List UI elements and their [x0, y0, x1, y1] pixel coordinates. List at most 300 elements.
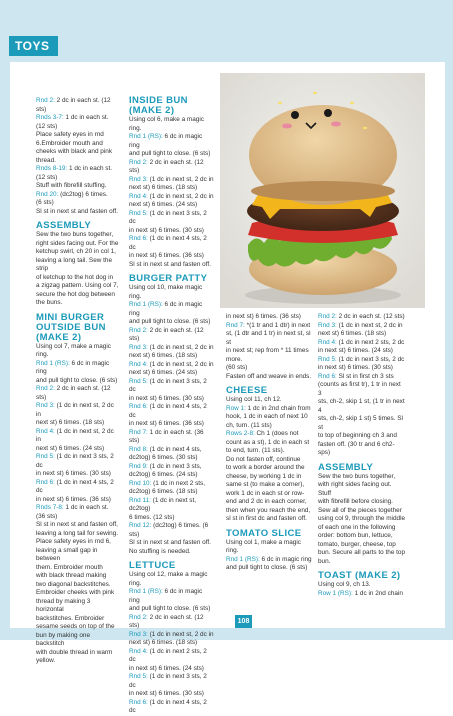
text-line	[226, 456, 312, 465]
text-line	[36, 572, 119, 581]
line-text: leaving a small gap in between	[36, 546, 98, 562]
line-text: in next st) 6 times. (30 sts)	[36, 470, 111, 477]
text-line	[36, 299, 119, 308]
section-tag: TOYS	[9, 36, 58, 56]
line-text: and pull tight to close. (6 sts)	[129, 605, 211, 612]
text-line	[318, 373, 406, 382]
text-line	[36, 453, 119, 470]
round-label: Rnd 6:	[129, 403, 148, 410]
text-line	[318, 481, 406, 498]
line-text: Ch 1 (does not	[254, 430, 299, 437]
line-text: next st) 6 times. (24 sts)	[129, 201, 198, 208]
text-line	[36, 419, 119, 428]
line-text: next st) 6 times. (18 sts)	[129, 639, 198, 646]
burger-photo	[220, 73, 425, 308]
text-line	[226, 507, 312, 516]
text-line	[36, 564, 119, 573]
line-text: in next st) 6 times. (36 sts)	[129, 252, 204, 259]
line-text: 2 dc in each st. (12 sts)	[129, 158, 204, 174]
text-line	[129, 184, 214, 193]
line-text: Sl st in next st and fasten off.	[129, 539, 211, 546]
text-line	[129, 159, 214, 176]
line-text: (1 dc in next 3 sts, 2 dc	[129, 377, 207, 393]
text-line	[226, 322, 312, 331]
text-line	[129, 580, 214, 589]
round-label: Rnd 6:	[129, 698, 148, 706]
line-text: 6 dc in magic ring	[129, 588, 203, 604]
text-line	[36, 191, 119, 200]
text-line	[36, 114, 119, 123]
line-text: dc2tog) 6 times. (30 sts)	[129, 454, 198, 461]
text-column-2	[129, 96, 214, 716]
left-eye	[291, 111, 299, 119]
round-label: Rnd 3:	[318, 321, 337, 329]
text-line	[318, 313, 406, 322]
text-line	[36, 248, 119, 257]
line-text: leaving a long tail for sewing.	[36, 529, 119, 537]
text-line	[36, 291, 119, 300]
text-line	[226, 364, 312, 373]
text-line	[226, 413, 312, 422]
text-line	[129, 605, 214, 614]
text-line	[36, 530, 119, 539]
line-text: (12 sts)	[36, 173, 58, 181]
text-line	[129, 497, 214, 514]
line-text: and pull tight to close. (6 sts)	[129, 150, 211, 157]
line-text: with black thread making	[36, 572, 107, 579]
text-line	[318, 356, 406, 365]
line-text: (60 sts)	[226, 364, 248, 371]
text-line	[129, 261, 214, 270]
line-text: thread by making 3 horizontal	[36, 597, 91, 613]
text-line	[318, 541, 406, 550]
text-line	[129, 514, 214, 523]
page-number: 108	[235, 615, 252, 628]
line-text: and pull tight to close. (6 sts)	[36, 376, 118, 384]
section-heading	[36, 333, 119, 343]
line-text: Using col 1, make a magic ring.	[226, 538, 301, 554]
line-text: to top of beginning ch 3 and	[318, 432, 397, 439]
line-text: sts, ch-2, skip 1 st, (1 tr in next 4	[318, 398, 405, 414]
line-text: (1 dc in next 4 sts, 2 dc	[36, 478, 114, 494]
text-line	[36, 199, 119, 208]
line-text: bun. Secure all parts to the top	[318, 549, 406, 556]
text-line	[129, 665, 214, 674]
line-text: Using col 10, make magic ring.	[129, 284, 203, 300]
text-line	[226, 396, 312, 405]
line-text: (12 sts)	[36, 122, 58, 130]
text-line	[36, 240, 119, 249]
round-label: Rnd 6:	[36, 478, 55, 486]
line-text: 1 dc in 2nd chain	[352, 589, 403, 597]
text-line	[129, 284, 214, 301]
line-text: Place safety eyes in rnd	[36, 131, 104, 138]
line-text: secure the hot dog between	[36, 290, 115, 298]
text-column-4	[318, 313, 406, 598]
text-line	[129, 133, 214, 150]
line-text: ch, turn. (11 sts)	[226, 421, 272, 429]
line-text: the buns.	[36, 299, 63, 306]
line-text: then when you reach the end,	[226, 506, 311, 514]
line-text: next st) 6 times. (18 sts)	[36, 419, 105, 426]
line-text: (1 dc in next st, 2 dc in	[147, 175, 214, 183]
line-text: dc2tog) 6 times. (24 sts)	[129, 471, 198, 478]
round-label: Rnd 5:	[129, 673, 148, 680]
text-line	[129, 690, 214, 699]
line-text: 2 dc in each st. (12 sts)	[129, 326, 204, 342]
line-text: 1 dc in each st.	[67, 165, 113, 172]
round-label: Rnd 6:	[318, 372, 337, 380]
text-line	[129, 446, 214, 455]
line-text: tomato, burger, cheese, top	[318, 540, 396, 548]
text-line	[36, 140, 119, 149]
text-line	[36, 165, 119, 174]
line-text: TOAST (MAKE 2)	[318, 570, 401, 581]
text-line	[36, 632, 119, 649]
line-text: 6 times. (12 sts)	[129, 513, 175, 521]
line-text: 2 dc in each st. (12 sts)	[336, 313, 405, 320]
section-heading	[318, 463, 406, 473]
text-line	[36, 428, 119, 445]
round-label: Rnd 8:	[129, 445, 148, 453]
text-line	[318, 515, 406, 524]
text-line	[36, 657, 119, 666]
text-line	[36, 182, 119, 191]
line-text: Sew all of the pieces together	[318, 506, 402, 514]
text-line	[129, 699, 214, 716]
round-label: Rnd 6:	[129, 235, 148, 242]
line-text: in next st) 6 times. (30 sts)	[129, 394, 204, 402]
text-line	[36, 208, 119, 217]
round-label: Rnd 2:	[318, 313, 337, 320]
text-line	[226, 498, 312, 507]
text-line	[226, 313, 312, 322]
text-line	[36, 521, 119, 530]
line-text: fasten off. (30 tr and 6 ch2-sps)	[318, 440, 395, 456]
line-text: Sl st in first ch 3 sts	[336, 372, 394, 380]
line-text: 2 dc in each st. (12 sts)	[36, 97, 111, 113]
text-line	[226, 373, 312, 382]
section-heading	[129, 106, 214, 116]
line-text: in next st) 6 times. (30 sts)	[129, 690, 204, 697]
line-text: (1 dc in next st, 2 dc in	[147, 343, 214, 351]
line-text: right sides facing out. For the	[36, 239, 119, 247]
line-text: order: bottom bun, lettuce,	[318, 532, 393, 539]
line-text: end and 2 dc in each corner,	[226, 498, 307, 505]
text-line	[226, 447, 312, 456]
line-text: in next st) 6 times. (36 sts)	[36, 495, 111, 503]
line-text: same st (to make a corner),	[226, 481, 305, 488]
round-label: Rnd 1 (RS):	[36, 359, 70, 367]
text-line	[318, 581, 406, 590]
text-line	[226, 473, 312, 482]
line-text: (1 dc in next 4 sts, 2 dc	[129, 403, 207, 419]
text-line	[226, 564, 312, 573]
text-line	[318, 590, 406, 599]
round-label: Rnd 1 (RS):	[129, 301, 163, 308]
text-line	[36, 123, 119, 132]
right-eye	[324, 109, 332, 117]
text-column-1	[36, 97, 119, 666]
line-text: bun.	[318, 557, 331, 565]
line-text: them. Embroider mouth	[36, 563, 103, 571]
line-text: LETTUCE	[129, 560, 176, 571]
round-label: Rnd 20:	[36, 190, 59, 198]
line-text: (dc2tog) 6 times. (6 sts)	[129, 522, 209, 538]
text-line	[226, 405, 312, 414]
text-line	[129, 631, 214, 640]
line-text: (1 dc in next 4 sts,	[147, 445, 202, 453]
text-line	[129, 227, 214, 236]
round-label: Rnd 5:	[36, 453, 55, 460]
line-text: (MAKE 2)	[129, 105, 175, 116]
text-line	[36, 257, 119, 274]
line-text: Embroider cheeks with pink	[36, 589, 115, 596]
text-line	[318, 381, 406, 398]
text-line	[129, 361, 214, 370]
text-line	[36, 504, 119, 513]
round-label: Rnd 4:	[36, 427, 55, 435]
text-line	[36, 496, 119, 505]
text-line	[129, 403, 214, 420]
line-text: (1 dc in next st, 2 dc in	[336, 321, 403, 329]
line-text: Sl st in next st and fasten off.	[129, 260, 211, 268]
line-text: sesame seeds on top of the	[36, 623, 115, 630]
line-text: 1 dc in each st.	[63, 504, 109, 511]
line-text: cheeks with black and pink	[36, 148, 113, 155]
line-text: 2 dc in each st. (12 sts)	[36, 385, 111, 401]
line-text: two diagonal backstitches.	[36, 580, 111, 588]
line-text: Sl st in next st and fasten off.	[36, 207, 118, 215]
line-text: (1 dc in next 3 sts, 2 dc	[336, 355, 405, 363]
line-text: (1 dc in next st, 2 dc in	[147, 192, 214, 200]
text-line	[36, 343, 119, 360]
line-text: (MAKE 2)	[36, 331, 82, 343]
text-line	[226, 422, 312, 431]
line-text: a zigzag pattern. Using col 7,	[36, 282, 119, 289]
line-text: of each one in the following	[318, 523, 396, 531]
section-heading	[36, 221, 119, 231]
text-line	[129, 176, 214, 185]
line-text: with right sides facing out. Stuff	[318, 481, 392, 497]
text-line	[129, 463, 214, 472]
text-line	[318, 415, 406, 432]
round-label: Rnd 4:	[129, 360, 148, 368]
round-label: Rnd 3:	[129, 343, 148, 351]
text-line	[226, 356, 312, 365]
line-text: (1 dc in next st, 2 dc in	[36, 427, 114, 443]
line-text: dc2tog) 6 times. (18 sts)	[129, 488, 198, 495]
line-text: 2 dc in each st. (12 sts)	[129, 613, 204, 629]
round-label: Row 1 (RS):	[318, 589, 353, 597]
text-line	[129, 429, 214, 446]
line-text: leaving a long tail. Sew the strip	[36, 256, 113, 272]
text-line	[36, 231, 119, 240]
section-heading	[129, 561, 214, 571]
text-line	[129, 454, 214, 463]
round-label: Rnd 7:	[226, 321, 245, 329]
text-line	[129, 301, 214, 318]
line-text: in next st) 6 times. (24 sts)	[318, 347, 393, 354]
round-label: Row 1:	[226, 404, 246, 412]
line-text: 1 dc in each st.	[63, 114, 109, 121]
text-line	[226, 330, 312, 347]
line-text: Using col 9, ch 13.	[318, 581, 371, 588]
text-line	[318, 330, 406, 339]
text-line	[36, 445, 119, 454]
line-text: with double thread in warm	[36, 648, 113, 656]
line-text: in next st) 6 times. (30 sts)	[129, 226, 204, 234]
text-line	[129, 548, 214, 557]
line-text: in next st) 6 times. (36 sts)	[129, 420, 204, 427]
text-line	[318, 524, 406, 533]
round-label: Rnd 2:	[129, 326, 148, 334]
text-line	[129, 588, 214, 605]
text-line	[318, 532, 406, 541]
line-text: ketchup swirl, ch 20 in col 1,	[36, 248, 116, 255]
line-text: *(1 tr and 1 dtr) in next	[244, 321, 311, 329]
line-text: (dc2tog) 6 times.	[58, 190, 108, 198]
line-text: next st) 6 times. (18 sts)	[129, 184, 198, 191]
line-text: Do not fasten off, continue	[226, 455, 301, 463]
line-text: (1 dc in next 3 sts, 2 dc	[129, 673, 207, 689]
round-label: Rnd 1 (RS):	[226, 555, 260, 563]
text-line	[226, 556, 312, 565]
line-text: thread.	[36, 156, 56, 164]
section-heading	[226, 529, 312, 539]
text-line	[36, 360, 119, 377]
line-text: yellow.	[36, 657, 56, 664]
round-label: Rnd 9:	[129, 462, 148, 470]
line-text: in next st) 6 times. (36 sts)	[226, 313, 301, 320]
text-line	[129, 378, 214, 395]
text-line	[36, 589, 119, 598]
text-line	[36, 623, 119, 632]
text-line	[318, 364, 406, 373]
line-text: using col 9, through the middle	[318, 515, 406, 522]
text-line	[36, 377, 119, 386]
line-text: (1 dc in next 3 sts, 2 dc	[129, 209, 207, 225]
text-line	[226, 539, 312, 556]
round-label: Rnd 1 (RS):	[129, 133, 163, 140]
line-text: 6 dc in magic ring	[259, 555, 312, 563]
line-text: (1 dc in next 3 sts,	[147, 462, 202, 470]
text-line	[129, 369, 214, 378]
text-line	[129, 395, 214, 404]
text-line	[36, 274, 119, 283]
round-label: Rnd 4:	[129, 647, 148, 655]
text-line	[36, 97, 119, 114]
round-label: Rnd 4:	[129, 192, 148, 200]
text-line	[129, 210, 214, 227]
text-line	[129, 235, 214, 252]
text-line	[129, 614, 214, 631]
text-line	[129, 318, 214, 327]
text-line	[129, 471, 214, 480]
text-line	[129, 352, 214, 361]
line-text: to end, turn. (11 sts).	[226, 447, 285, 454]
text-line	[36, 385, 119, 402]
round-label: Rnd 5:	[318, 355, 337, 363]
line-text: and pull tight to close. (6 sts)	[129, 318, 211, 325]
line-text: (1 dc in next st, 2 dc in	[147, 360, 214, 368]
round-label: Rnd 3:	[36, 402, 55, 409]
line-text: in next st) 6 times. (30 sts)	[318, 364, 393, 371]
line-text: (1 dc in next st, 2 dc in	[36, 402, 114, 418]
text-line	[129, 522, 214, 539]
round-label: Rnd 3:	[129, 630, 148, 638]
text-line	[36, 479, 119, 496]
line-text: 1 dc in 2nd chain from	[245, 404, 311, 412]
line-text: to work a border around the	[226, 464, 305, 471]
round-label: Rnds 3-7:	[36, 114, 64, 121]
text-line	[36, 598, 119, 615]
text-line	[129, 571, 214, 580]
line-text: of ketchup to the hot dog in	[36, 273, 114, 281]
text-line	[226, 490, 312, 499]
line-text: (6 sts)	[36, 199, 54, 206]
line-text: sts, ch-2, skip 1 st) 5 times. Sl st	[318, 415, 403, 431]
line-text: No stuffing is needed.	[129, 547, 191, 555]
line-text: next st) 6 times. (24 sts)	[36, 444, 105, 452]
round-label: Rnds 7-8:	[36, 504, 64, 511]
text-line	[36, 581, 119, 590]
line-text: count as a st), 1 dc in each st	[226, 438, 310, 446]
line-text: bun by making one backstitch	[36, 631, 91, 647]
line-text: cheese, by working 1 dc in	[226, 472, 302, 480]
section-heading	[318, 571, 406, 581]
line-text: (1 dc in next st, 2 dc in	[147, 630, 214, 638]
text-line	[129, 252, 214, 261]
line-text: hook, 1 dc in each of next 10	[226, 413, 308, 420]
text-line	[129, 420, 214, 429]
line-text: Using col 6, make a magic ring.	[129, 116, 204, 132]
line-text: Stuff with fibrefill stuffing.	[36, 182, 107, 189]
line-text: (1 dc in next 4 sts, 2 dc	[129, 235, 207, 251]
text-line	[226, 464, 312, 473]
line-text: ASSEMBLY	[36, 220, 92, 231]
text-line	[36, 538, 119, 547]
line-text: in next st; rep from * 11 times	[226, 347, 309, 354]
line-text: INSIDE BUN	[129, 95, 188, 106]
text-line	[226, 481, 312, 490]
text-line	[129, 150, 214, 159]
text-line	[226, 515, 312, 524]
line-text: Sl st in next st and fasten off,	[36, 521, 118, 528]
round-label: Rnd 4:	[318, 338, 337, 346]
line-text: Fasten off and weave in ends.	[226, 372, 312, 380]
line-text: next st) 6 times. (18 sts)	[129, 352, 198, 359]
line-text: Place safety eyes in rnd 6,	[36, 538, 111, 545]
line-text: Using col 7, make a magic ring.	[36, 342, 111, 358]
text-line	[318, 441, 406, 458]
round-label: Rnd 11:	[129, 496, 151, 504]
line-text: Using col 12, make a magic	[129, 571, 208, 578]
line-text: Sew the two buns together,	[318, 472, 396, 480]
left-cheek	[282, 124, 292, 129]
text-line	[318, 432, 406, 441]
line-text: 6.Embroider mouth and	[36, 139, 103, 147]
section-heading	[226, 386, 312, 396]
line-text: MINI BURGER	[36, 311, 105, 323]
text-line	[36, 282, 119, 291]
line-text: ring.	[129, 579, 142, 587]
line-text: TOMATO SLICE	[226, 527, 302, 539]
line-text: 6 dc in magic ring	[36, 359, 110, 375]
line-text: backstitches. Embroider	[36, 614, 105, 622]
line-text: 1 dc in each st. (36 sts)	[129, 428, 204, 444]
text-line	[226, 347, 312, 356]
